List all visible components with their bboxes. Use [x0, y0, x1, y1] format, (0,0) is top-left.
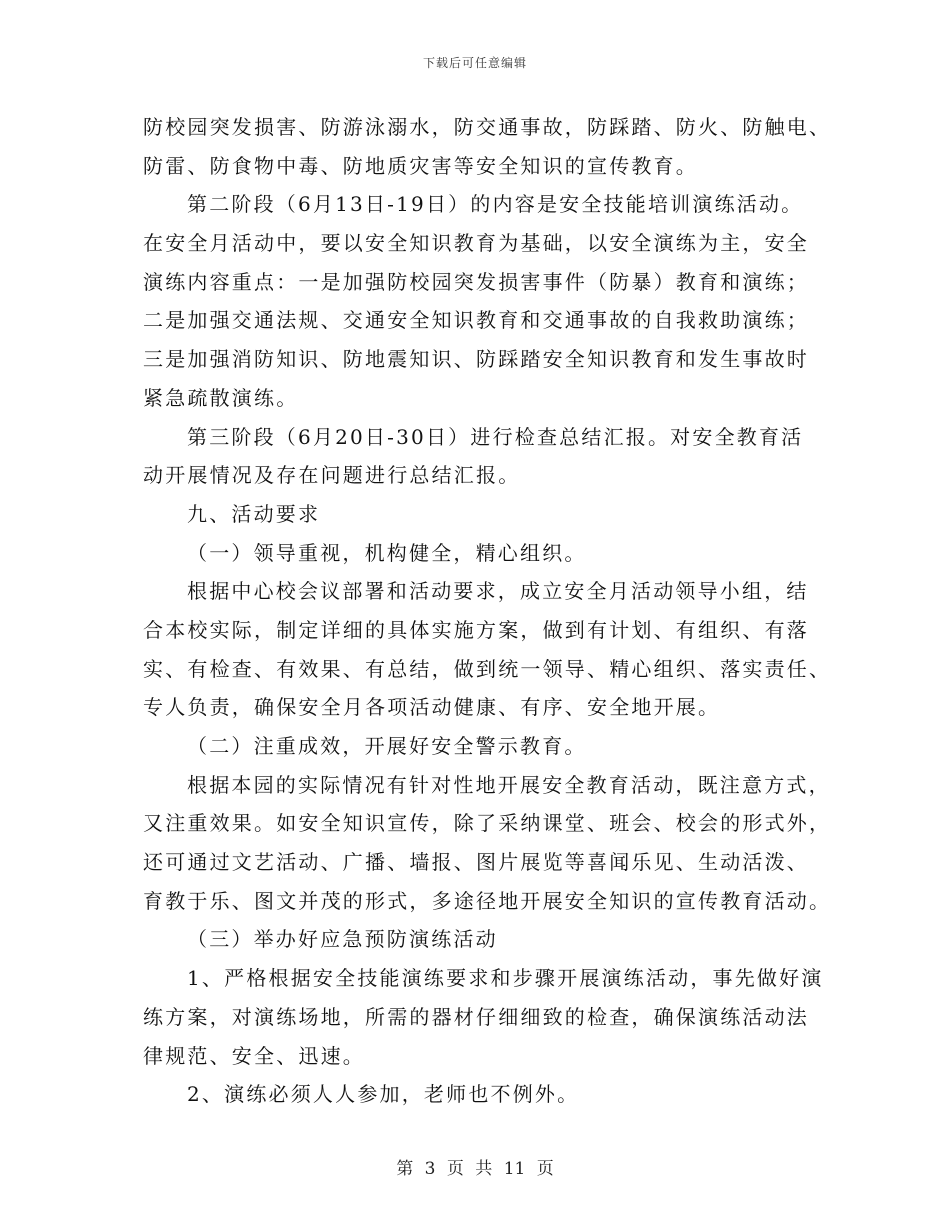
text-line: 演练内容重点：一是加强防校园突发损害事件（防暴）教育和演练； — [143, 269, 809, 294]
text-line: 2、演练必须人人参加，老师也不例外。 — [187, 1082, 580, 1107]
page-number-footer: 第 3 页 共 11 页 — [396, 1159, 554, 1179]
text-line: 防校园突发损害、防游泳溺水，防交通事故，防踩踏、防火、防触电、 — [143, 115, 832, 139]
text-line: 第二阶段（6月13日-19日）的内容是安全技能培训演练活动。 — [187, 192, 804, 217]
text-line: （一）领导重视，机构健全，精心组织。 — [187, 540, 587, 565]
text-line: （二）注重成效，开展好安全警示教育。 — [187, 734, 587, 758]
text-line: 第三阶段（6月20日-30日）进行检查总结汇报。对安全教育活 — [187, 424, 804, 449]
text-line: 在安全月活动中，要以安全知识教育为基础，以安全演练为主，安全 — [143, 231, 809, 256]
text-line: 根据中心校会议部署和活动要求，成立安全月活动领导小组，结 — [187, 579, 809, 604]
text-line: 练方案，对演练场地，所需的器材仔细细致的检查，确保演练活动法 — [143, 1004, 809, 1029]
text-line: 合本校实际，制定详细的具体实施方案，做到有计划、有组织、有落 — [143, 617, 809, 642]
text-line: 动开展情况及存在问题进行总结汇报。 — [143, 463, 521, 488]
page-header: 下载后可任意编辑 — [422, 56, 527, 70]
text-line: 防雷、防食物中毒、防地质灾害等安全知识的宣传教育。 — [143, 153, 698, 178]
text-line: （三）举办好应急预防演练活动 — [187, 927, 498, 952]
text-line: 育教于乐、图文并茂的形式，多途径地开展安全知识的宣传教育活动。 — [143, 888, 832, 913]
text-line: 还可通过文艺活动、广播、墙报、图片展览等喜闻乐见、生动活泼、 — [143, 850, 809, 875]
text-line: 1、严格根据安全技能演练要求和步骤开展演练活动，事先做好演 — [187, 966, 824, 991]
text-line: 律规范、安全、迅速。 — [143, 1043, 365, 1068]
text-line: 二是加强交通法规、交通安全知识教育和交通事故的自我救助演练； — [143, 308, 809, 333]
text-line: 实、有检查、有效果、有总结，做到统一领导、精心组织、落实责任、 — [143, 656, 832, 681]
text-line: 三是加强消防知识、防地震知识、防踩踏安全知识教育和发生事故时 — [143, 347, 809, 372]
text-line: 根据本园的实际情况有针对性地开展安全教育活动，既注意方式， — [187, 772, 831, 797]
document-body — [143, 108, 832, 1114]
text-line: 又注重效果。如安全知识宣传，除了采纳课堂、班会、校会的形式外， — [143, 811, 832, 836]
text-line: 紧急疏散演练。 — [143, 385, 299, 410]
text-line: 专人负责，确保安全月各项活动健康、有序、安全地开展。 — [143, 695, 721, 720]
text-line: 九、活动要求 — [187, 501, 321, 526]
